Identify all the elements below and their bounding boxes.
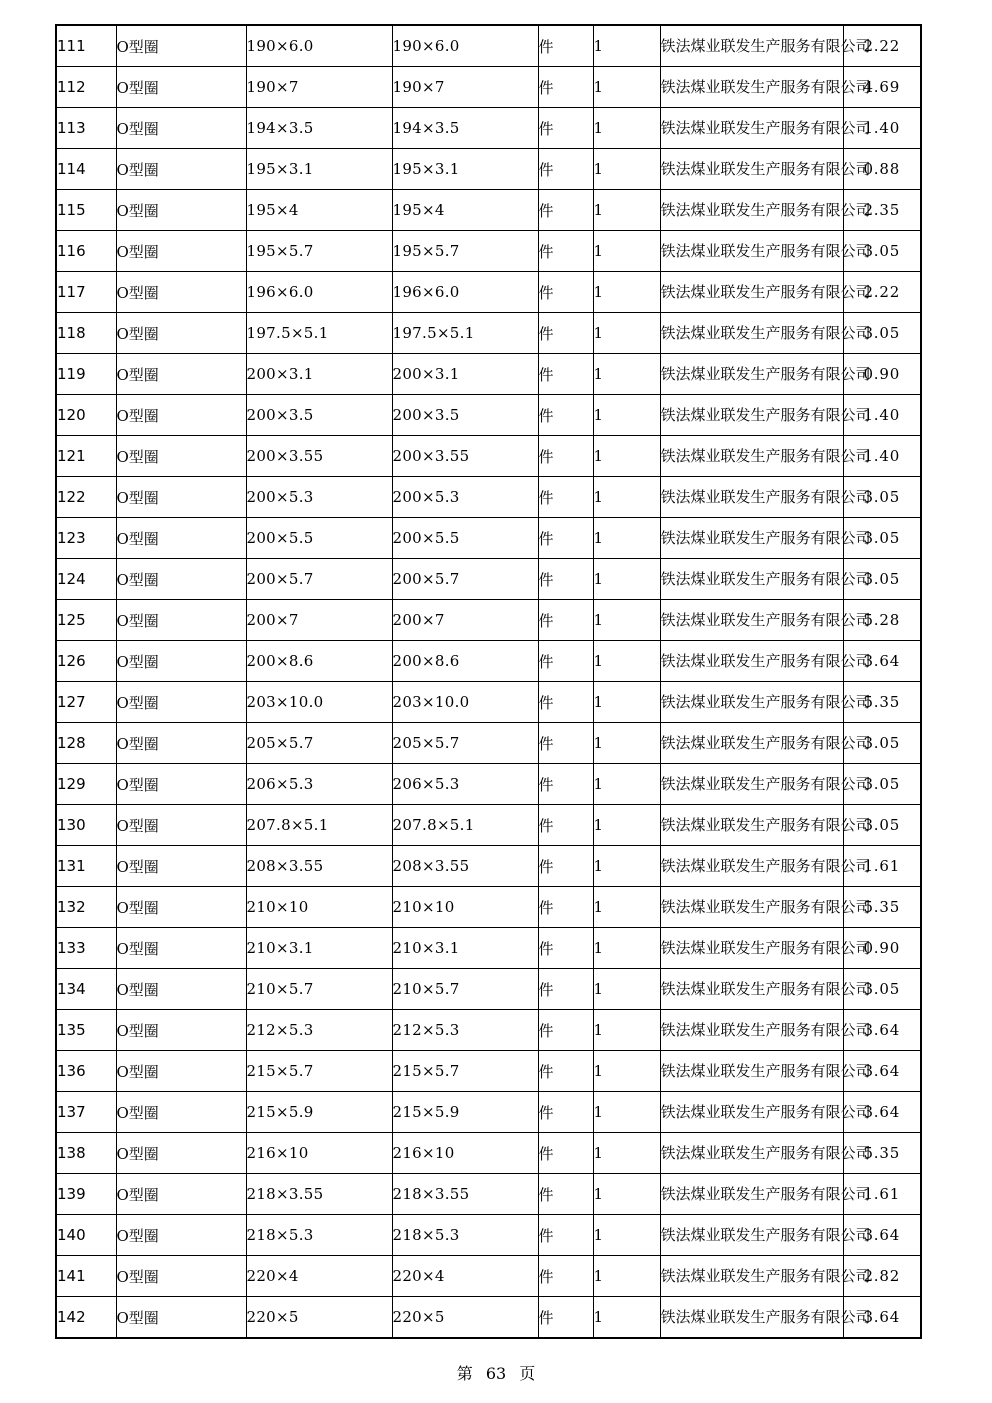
quantity-cell: 1	[593, 1051, 660, 1092]
spec-model-cell: 210×10	[246, 887, 392, 928]
supplier-cell: 铁法煤业联发生产服务有限公司	[660, 1133, 843, 1174]
spec-model-cell: 200×7	[246, 600, 392, 641]
unit-cell: 件	[538, 764, 593, 805]
row-number-cell: 121	[56, 436, 116, 477]
item-name-cell: O型圈	[116, 395, 246, 436]
spec-size-cell: 196×6.0	[392, 272, 538, 313]
spec-model-cell: 196×6.0	[246, 272, 392, 313]
unit-price-cell: 4.69	[843, 67, 921, 108]
unit-cell: 件	[538, 272, 593, 313]
supplier-cell: 铁法煤业联发生产服务有限公司	[660, 190, 843, 231]
supplier-cell: 铁法煤业联发生产服务有限公司	[660, 1092, 843, 1133]
supplier-cell: 铁法煤业联发生产服务有限公司	[660, 25, 843, 67]
unit-cell: 件	[538, 1215, 593, 1256]
table-row	[56, 436, 921, 477]
unit-price-cell: 3.64	[843, 1010, 921, 1051]
spec-size-cell: 210×3.1	[392, 928, 538, 969]
supplier-cell: 铁法煤业联发生产服务有限公司	[660, 313, 843, 354]
unit-price-cell: 0.90	[843, 354, 921, 395]
table-row	[56, 682, 921, 723]
quantity-cell: 1	[593, 436, 660, 477]
table-row	[56, 477, 921, 518]
item-name-cell: O型圈	[116, 1092, 246, 1133]
unit-cell: 件	[538, 354, 593, 395]
table-row	[56, 600, 921, 641]
item-name-cell: O型圈	[116, 764, 246, 805]
unit-price-cell: 5.35	[843, 1133, 921, 1174]
spec-size-cell: 200×3.5	[392, 395, 538, 436]
row-number-cell: 124	[56, 559, 116, 600]
spec-size-cell: 216×10	[392, 1133, 538, 1174]
table-row	[56, 1174, 921, 1215]
spec-model-cell: 200×5.5	[246, 518, 392, 559]
unit-price-cell: 3.05	[843, 805, 921, 846]
quantity-cell: 1	[593, 108, 660, 149]
unit-price-cell: 3.05	[843, 518, 921, 559]
supplier-cell: 铁法煤业联发生产服务有限公司	[660, 149, 843, 190]
page-footer	[0, 1361, 992, 1384]
quantity-cell: 1	[593, 1010, 660, 1051]
spec-model-cell: 190×7	[246, 67, 392, 108]
spec-size-cell: 200×3.1	[392, 354, 538, 395]
unit-price-cell: 3.05	[843, 231, 921, 272]
row-number-cell: 115	[56, 190, 116, 231]
unit-cell: 件	[538, 67, 593, 108]
quantity-cell: 1	[593, 25, 660, 67]
unit-cell: 件	[538, 25, 593, 67]
supplier-cell: 铁法煤业联发生产服务有限公司	[660, 887, 843, 928]
table-row	[56, 805, 921, 846]
spec-model-cell: 200×5.7	[246, 559, 392, 600]
table-row	[56, 887, 921, 928]
unit-cell: 件	[538, 108, 593, 149]
item-name-cell: O型圈	[116, 1297, 246, 1339]
unit-price-cell: 2.82	[843, 1256, 921, 1297]
quantity-cell: 1	[593, 805, 660, 846]
row-number-cell: 112	[56, 67, 116, 108]
supplier-cell: 铁法煤业联发生产服务有限公司	[660, 108, 843, 149]
table-row	[56, 395, 921, 436]
spec-model-cell: 195×4	[246, 190, 392, 231]
row-number-cell: 119	[56, 354, 116, 395]
spec-model-cell: 200×5.3	[246, 477, 392, 518]
page-number: 63	[485, 1364, 507, 1383]
unit-price-cell: 1.61	[843, 1174, 921, 1215]
unit-price-cell: 3.05	[843, 969, 921, 1010]
row-number-cell: 136	[56, 1051, 116, 1092]
row-number-cell: 139	[56, 1174, 116, 1215]
spec-size-cell: 200×8.6	[392, 641, 538, 682]
unit-price-cell: 1.40	[843, 108, 921, 149]
row-number-cell: 116	[56, 231, 116, 272]
spec-size-cell: 212×5.3	[392, 1010, 538, 1051]
table-row	[56, 25, 921, 67]
item-name-cell: O型圈	[116, 518, 246, 559]
row-number-cell: 125	[56, 600, 116, 641]
unit-price-cell: 3.05	[843, 723, 921, 764]
row-number-cell: 131	[56, 846, 116, 887]
unit-cell: 件	[538, 313, 593, 354]
unit-price-cell: 2.22	[843, 25, 921, 67]
unit-price-cell: 3.64	[843, 1092, 921, 1133]
item-name-cell: O型圈	[116, 559, 246, 600]
spec-model-cell: 216×10	[246, 1133, 392, 1174]
spec-size-cell: 195×4	[392, 190, 538, 231]
supplier-cell: 铁法煤业联发生产服务有限公司	[660, 1010, 843, 1051]
unit-price-cell: 3.64	[843, 1215, 921, 1256]
footer-suffix: 页	[519, 1364, 536, 1383]
supplier-cell: 铁法煤业联发生产服务有限公司	[660, 231, 843, 272]
table-row	[56, 67, 921, 108]
spec-model-cell: 215×5.7	[246, 1051, 392, 1092]
item-name-cell: O型圈	[116, 928, 246, 969]
spec-model-cell: 190×6.0	[246, 25, 392, 67]
table-row	[56, 723, 921, 764]
supplier-cell: 铁法煤业联发生产服务有限公司	[660, 682, 843, 723]
spec-model-cell: 220×5	[246, 1297, 392, 1339]
unit-cell: 件	[538, 231, 593, 272]
row-number-cell: 123	[56, 518, 116, 559]
spec-size-cell: 208×3.55	[392, 846, 538, 887]
unit-cell: 件	[538, 1133, 593, 1174]
item-name-cell: O型圈	[116, 272, 246, 313]
unit-cell: 件	[538, 805, 593, 846]
unit-cell: 件	[538, 723, 593, 764]
table-row	[56, 928, 921, 969]
item-name-cell: O型圈	[116, 436, 246, 477]
unit-price-cell: 3.05	[843, 764, 921, 805]
unit-price-cell: 3.64	[843, 1297, 921, 1339]
spec-model-cell: 210×5.7	[246, 969, 392, 1010]
table-row	[56, 1010, 921, 1051]
supplier-cell: 铁法煤业联发生产服务有限公司	[660, 641, 843, 682]
table-row	[56, 149, 921, 190]
unit-cell: 件	[538, 1256, 593, 1297]
spec-model-cell: 200×3.5	[246, 395, 392, 436]
spec-model-cell: 207.8×5.1	[246, 805, 392, 846]
unit-cell: 件	[538, 149, 593, 190]
supplier-cell: 铁法煤业联发生产服务有限公司	[660, 928, 843, 969]
row-number-cell: 137	[56, 1092, 116, 1133]
supplier-cell: 铁法煤业联发生产服务有限公司	[660, 395, 843, 436]
table-row	[56, 641, 921, 682]
table-row	[56, 559, 921, 600]
unit-cell: 件	[538, 846, 593, 887]
unit-price-cell: 1.40	[843, 395, 921, 436]
item-name-cell: O型圈	[116, 723, 246, 764]
row-number-cell: 128	[56, 723, 116, 764]
quantity-cell: 1	[593, 682, 660, 723]
spec-size-cell: 218×3.55	[392, 1174, 538, 1215]
unit-cell: 件	[538, 436, 593, 477]
table-row	[56, 272, 921, 313]
spec-model-cell: 203×10.0	[246, 682, 392, 723]
supplier-cell: 铁法煤业联发生产服务有限公司	[660, 1215, 843, 1256]
table-row	[56, 1297, 921, 1339]
supplier-cell: 铁法煤业联发生产服务有限公司	[660, 559, 843, 600]
unit-cell: 件	[538, 1297, 593, 1339]
quantity-cell: 1	[593, 1297, 660, 1339]
spec-model-cell: 220×4	[246, 1256, 392, 1297]
unit-cell: 件	[538, 1174, 593, 1215]
spec-size-cell: 200×3.55	[392, 436, 538, 477]
table-row	[56, 1133, 921, 1174]
supplier-cell: 铁法煤业联发生产服务有限公司	[660, 600, 843, 641]
spec-size-cell: 220×4	[392, 1256, 538, 1297]
row-number-cell: 133	[56, 928, 116, 969]
item-name-cell: O型圈	[116, 149, 246, 190]
row-number-cell: 140	[56, 1215, 116, 1256]
item-name-cell: O型圈	[116, 969, 246, 1010]
unit-price-cell: 5.35	[843, 682, 921, 723]
quantity-cell: 1	[593, 559, 660, 600]
unit-cell: 件	[538, 190, 593, 231]
row-number-cell: 130	[56, 805, 116, 846]
supplier-cell: 铁法煤业联发生产服务有限公司	[660, 1256, 843, 1297]
unit-price-cell: 3.64	[843, 641, 921, 682]
quantity-cell: 1	[593, 272, 660, 313]
supplier-cell: 铁法煤业联发生产服务有限公司	[660, 67, 843, 108]
table-body	[56, 25, 921, 1338]
unit-cell: 件	[538, 928, 593, 969]
spec-model-cell: 200×3.55	[246, 436, 392, 477]
quantity-cell: 1	[593, 190, 660, 231]
table-row	[56, 846, 921, 887]
unit-cell: 件	[538, 477, 593, 518]
spec-size-cell: 200×5.7	[392, 559, 538, 600]
row-number-cell: 142	[56, 1297, 116, 1339]
item-name-cell: O型圈	[116, 682, 246, 723]
quantity-cell: 1	[593, 764, 660, 805]
table-row	[56, 354, 921, 395]
supplier-cell: 铁法煤业联发生产服务有限公司	[660, 846, 843, 887]
supplier-cell: 铁法煤业联发生产服务有限公司	[660, 805, 843, 846]
row-number-cell: 118	[56, 313, 116, 354]
spec-size-cell: 206×5.3	[392, 764, 538, 805]
quantity-cell: 1	[593, 1133, 660, 1174]
spec-model-cell: 200×8.6	[246, 641, 392, 682]
spec-size-cell: 200×5.5	[392, 518, 538, 559]
unit-price-cell: 1.61	[843, 846, 921, 887]
spec-model-cell: 206×5.3	[246, 764, 392, 805]
table-row	[56, 1092, 921, 1133]
item-name-cell: O型圈	[116, 313, 246, 354]
spec-size-cell: 194×3.5	[392, 108, 538, 149]
item-name-cell: O型圈	[116, 1051, 246, 1092]
row-number-cell: 132	[56, 887, 116, 928]
quantity-cell: 1	[593, 231, 660, 272]
supplier-cell: 铁法煤业联发生产服务有限公司	[660, 272, 843, 313]
spec-model-cell: 195×5.7	[246, 231, 392, 272]
unit-cell: 件	[538, 969, 593, 1010]
spec-size-cell: 205×5.7	[392, 723, 538, 764]
item-name-cell: O型圈	[116, 1010, 246, 1051]
spec-size-cell: 190×7	[392, 67, 538, 108]
table-row	[56, 969, 921, 1010]
supplier-cell: 铁法煤业联发生产服务有限公司	[660, 354, 843, 395]
quantity-cell: 1	[593, 846, 660, 887]
quantity-cell: 1	[593, 1215, 660, 1256]
quantity-cell: 1	[593, 149, 660, 190]
item-name-cell: O型圈	[116, 231, 246, 272]
table-row	[56, 1256, 921, 1297]
quantity-cell: 1	[593, 600, 660, 641]
unit-price-cell: 0.90	[843, 928, 921, 969]
unit-price-cell: 2.22	[843, 272, 921, 313]
row-number-cell: 129	[56, 764, 116, 805]
table-row	[56, 231, 921, 272]
item-name-cell: O型圈	[116, 1215, 246, 1256]
item-name-cell: O型圈	[116, 805, 246, 846]
item-name-cell: O型圈	[116, 1133, 246, 1174]
row-number-cell: 134	[56, 969, 116, 1010]
spec-size-cell: 195×5.7	[392, 231, 538, 272]
unit-price-cell: 5.28	[843, 600, 921, 641]
supplier-cell: 铁法煤业联发生产服务有限公司	[660, 1051, 843, 1092]
row-number-cell: 138	[56, 1133, 116, 1174]
table-row	[56, 1051, 921, 1092]
footer-prefix: 第	[456, 1364, 473, 1383]
unit-cell: 件	[538, 600, 593, 641]
spec-model-cell: 208×3.55	[246, 846, 392, 887]
table-row	[56, 313, 921, 354]
table-row	[56, 518, 921, 559]
spec-model-cell: 218×3.55	[246, 1174, 392, 1215]
spec-size-cell: 218×5.3	[392, 1215, 538, 1256]
parts-table	[55, 24, 922, 1339]
unit-price-cell: 3.05	[843, 477, 921, 518]
unit-cell: 件	[538, 559, 593, 600]
unit-cell: 件	[538, 395, 593, 436]
quantity-cell: 1	[593, 518, 660, 559]
item-name-cell: O型圈	[116, 1174, 246, 1215]
supplier-cell: 铁法煤业联发生产服务有限公司	[660, 477, 843, 518]
unit-cell: 件	[538, 887, 593, 928]
quantity-cell: 1	[593, 477, 660, 518]
supplier-cell: 铁法煤业联发生产服务有限公司	[660, 436, 843, 477]
spec-model-cell: 194×3.5	[246, 108, 392, 149]
unit-price-cell: 5.35	[843, 887, 921, 928]
unit-cell: 件	[538, 1010, 593, 1051]
spec-model-cell: 215×5.9	[246, 1092, 392, 1133]
spec-model-cell: 205×5.7	[246, 723, 392, 764]
spec-model-cell: 200×3.1	[246, 354, 392, 395]
spec-size-cell: 210×10	[392, 887, 538, 928]
unit-price-cell: 1.40	[843, 436, 921, 477]
unit-price-cell: 0.88	[843, 149, 921, 190]
table-row	[56, 190, 921, 231]
item-name-cell: O型圈	[116, 190, 246, 231]
row-number-cell: 114	[56, 149, 116, 190]
spec-size-cell: 215×5.9	[392, 1092, 538, 1133]
item-name-cell: O型圈	[116, 477, 246, 518]
spec-size-cell: 220×5	[392, 1297, 538, 1339]
spec-size-cell: 210×5.7	[392, 969, 538, 1010]
unit-cell: 件	[538, 682, 593, 723]
quantity-cell: 1	[593, 67, 660, 108]
spec-model-cell: 210×3.1	[246, 928, 392, 969]
item-name-cell: O型圈	[116, 846, 246, 887]
item-name-cell: O型圈	[116, 108, 246, 149]
item-name-cell: O型圈	[116, 354, 246, 395]
row-number-cell: 127	[56, 682, 116, 723]
spec-model-cell: 218×5.3	[246, 1215, 392, 1256]
row-number-cell: 126	[56, 641, 116, 682]
quantity-cell: 1	[593, 887, 660, 928]
table-row	[56, 108, 921, 149]
row-number-cell: 141	[56, 1256, 116, 1297]
quantity-cell: 1	[593, 641, 660, 682]
table-row	[56, 764, 921, 805]
spec-size-cell: 197.5×5.1	[392, 313, 538, 354]
spec-size-cell: 203×10.0	[392, 682, 538, 723]
row-number-cell: 135	[56, 1010, 116, 1051]
spec-model-cell: 197.5×5.1	[246, 313, 392, 354]
unit-price-cell: 3.05	[843, 313, 921, 354]
spec-size-cell: 195×3.1	[392, 149, 538, 190]
quantity-cell: 1	[593, 928, 660, 969]
quantity-cell: 1	[593, 1092, 660, 1133]
supplier-cell: 铁法煤业联发生产服务有限公司	[660, 969, 843, 1010]
item-name-cell: O型圈	[116, 67, 246, 108]
row-number-cell: 117	[56, 272, 116, 313]
supplier-cell: 铁法煤业联发生产服务有限公司	[660, 723, 843, 764]
row-number-cell: 113	[56, 108, 116, 149]
unit-price-cell: 2.35	[843, 190, 921, 231]
spec-model-cell: 212×5.3	[246, 1010, 392, 1051]
item-name-cell: O型圈	[116, 641, 246, 682]
unit-price-cell: 3.64	[843, 1051, 921, 1092]
quantity-cell: 1	[593, 723, 660, 764]
item-name-cell: O型圈	[116, 600, 246, 641]
spec-model-cell: 195×3.1	[246, 149, 392, 190]
quantity-cell: 1	[593, 395, 660, 436]
row-number-cell: 120	[56, 395, 116, 436]
item-name-cell: O型圈	[116, 25, 246, 67]
quantity-cell: 1	[593, 354, 660, 395]
spec-size-cell: 207.8×5.1	[392, 805, 538, 846]
row-number-cell: 111	[56, 25, 116, 67]
unit-cell: 件	[538, 518, 593, 559]
row-number-cell: 122	[56, 477, 116, 518]
spec-size-cell: 200×7	[392, 600, 538, 641]
unit-cell: 件	[538, 1092, 593, 1133]
unit-price-cell: 3.05	[843, 559, 921, 600]
supplier-cell: 铁法煤业联发生产服务有限公司	[660, 764, 843, 805]
quantity-cell: 1	[593, 1174, 660, 1215]
item-name-cell: O型圈	[116, 887, 246, 928]
spec-size-cell: 190×6.0	[392, 25, 538, 67]
spec-size-cell: 215×5.7	[392, 1051, 538, 1092]
unit-cell: 件	[538, 641, 593, 682]
spec-size-cell: 200×5.3	[392, 477, 538, 518]
supplier-cell: 铁法煤业联发生产服务有限公司	[660, 1174, 843, 1215]
supplier-cell: 铁法煤业联发生产服务有限公司	[660, 518, 843, 559]
unit-cell: 件	[538, 1051, 593, 1092]
item-name-cell: O型圈	[116, 1256, 246, 1297]
table-row	[56, 1215, 921, 1256]
quantity-cell: 1	[593, 313, 660, 354]
quantity-cell: 1	[593, 1256, 660, 1297]
quantity-cell: 1	[593, 969, 660, 1010]
supplier-cell: 铁法煤业联发生产服务有限公司	[660, 1297, 843, 1339]
